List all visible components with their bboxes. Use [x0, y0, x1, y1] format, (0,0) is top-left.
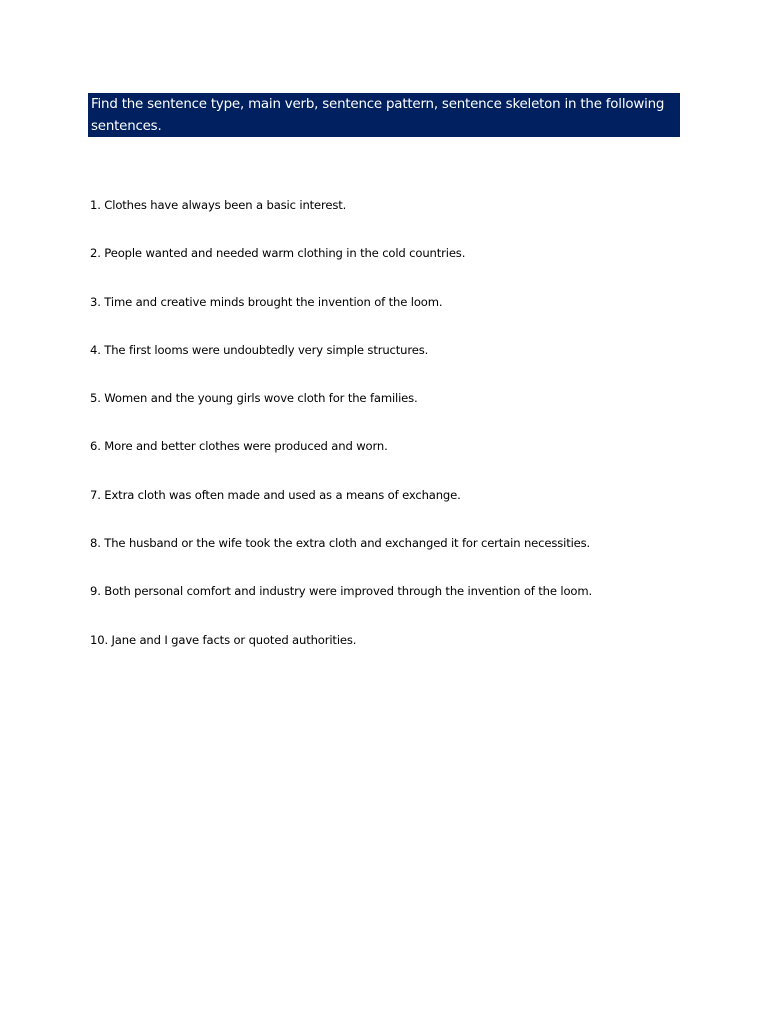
sentence-item: 7. Extra cloth was often made and used as a means of exchange.	[90, 487, 461, 502]
instruction-banner	[88, 93, 680, 137]
sentence-item: 1. Clothes have always been a basic interest.	[90, 198, 347, 212]
sentence-item: 2. People wanted and needed warm clothing in the cold countries.	[90, 246, 466, 261]
sentence-item: 6. More and better clothes were produced and worn.	[90, 439, 388, 454]
sentence-item: 4. The first looms were undoubtedly very simple structures.	[90, 342, 429, 357]
sentence-item: 3. Time and creative minds brought the invention of the loom.	[90, 294, 443, 309]
sentence-item: 9. Both personal comfort and industry were improved through the invention of the loom.	[90, 584, 593, 599]
sentence-item: 5. Women and the young girls wove cloth for the families.	[90, 391, 418, 406]
sentence-item: 8. The husband or the wife took the extra cloth and exchanged it for certain necessities.	[90, 536, 591, 551]
sentence-item: 10. Jane and I gave facts or quoted authorities.	[90, 632, 357, 647]
sentence-list	[90, 196, 690, 679]
instruction-text: Find the sentence type, main verb, sentence pattern, sentence skeleton in the following sentences.	[91, 97, 665, 134]
